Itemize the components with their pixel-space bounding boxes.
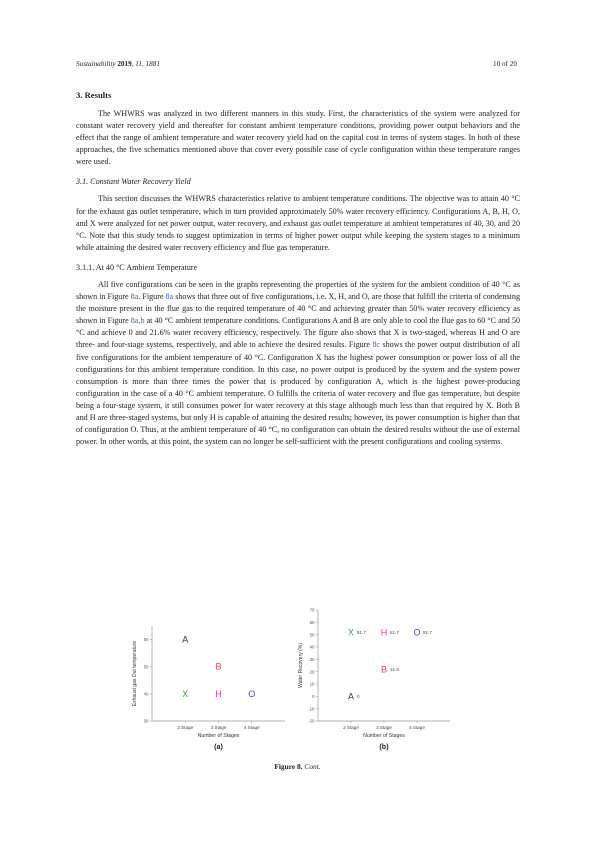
figure-8-panels bbox=[130, 604, 470, 754]
data-point-b: B bbox=[215, 661, 222, 672]
subsection-title: 3.1. Constant Water Recovery Yield bbox=[76, 177, 191, 187]
page-number: 10 of 20 bbox=[493, 60, 517, 68]
y-tick-label: 70 bbox=[309, 607, 315, 613]
y-tick-label: 40 bbox=[309, 644, 315, 650]
subsubsection-title: 3.1.1. At 40 °C Ambient Temperature bbox=[76, 262, 198, 272]
paragraph: This section discusses the WHWRS characteristics relative to ambient temperature conditions. The objective was to attain 40 °C for the exhaust gas outlet temperature, which in turn provided approximately 50% water recovery efficiency. Configurations A, B, H, O, and X were analyzed for net power output, water recovery, and exhaust gas outlet temperature at ambient temperatures of 40, 30, and 20 °C. Note that this study tends to suggest optimization in terms of higher power output while keeping the system stages to a minimum while attaining the desired water recovery efficiency and flue gas temperature. bbox=[76, 194, 520, 252]
x-axis-label: Number of Stages bbox=[197, 733, 240, 739]
paragraph: The WHWRS was analyzed in two different manners in this study. First, the characteristics of the system were analyzed for constant water recovery yield and thereafter for constant ambient temperature conditions, providing power output behaviors and the effect that the range of ambient temperature and water recovery yield had on the capital cost in terms of system stages. In both of these approaches, the five schematics mentioned above that cover every possible case of cycle configuration within these temperature ranges were used. bbox=[76, 109, 520, 167]
panel-label: (b) bbox=[379, 742, 389, 751]
data-point-h: H bbox=[380, 627, 388, 638]
y-tick-label: -20 bbox=[308, 718, 315, 724]
section-title: 3. Results bbox=[76, 90, 112, 100]
y-tick-label: 30 bbox=[309, 656, 315, 662]
y-axis-label: Water Recovery (%) bbox=[298, 643, 304, 688]
y-tick-label: -10 bbox=[308, 706, 315, 712]
figure-link[interactable]: 8c bbox=[372, 340, 381, 350]
figure-link[interactable]: 8a,b bbox=[130, 316, 145, 326]
chart-panel-b bbox=[298, 608, 450, 751]
article-body bbox=[76, 90, 520, 448]
data-label: 51.7 bbox=[390, 630, 399, 636]
data-point-o: O bbox=[248, 688, 256, 699]
figure-link[interactable]: 8a bbox=[130, 292, 139, 302]
data-point-a: A bbox=[347, 691, 355, 702]
x-tick-label: 4 Stage bbox=[409, 725, 425, 730]
data-label: 51.7 bbox=[357, 630, 366, 636]
data-label: 51.7 bbox=[423, 630, 432, 636]
data-point-x: X bbox=[347, 627, 355, 638]
panel-label: (a) bbox=[214, 742, 223, 751]
data-point-b: B bbox=[380, 664, 388, 675]
chart-panel-a bbox=[132, 626, 285, 751]
figure-link[interactable]: 8a bbox=[165, 292, 174, 302]
data-point-a: A bbox=[182, 634, 189, 645]
x-tick-label: 3 Stage bbox=[210, 725, 227, 730]
y-tick-label: 0 bbox=[312, 693, 315, 699]
data-label: 0 bbox=[357, 693, 360, 699]
figure-caption: Figure 8. Cont. bbox=[274, 762, 321, 771]
data-point-x: X bbox=[182, 688, 189, 699]
data-point-o: O bbox=[413, 627, 421, 638]
x-tick-label: 2 Stage bbox=[343, 725, 359, 730]
data-label: 21.6 bbox=[390, 667, 399, 673]
y-tick-label: 10 bbox=[309, 681, 315, 687]
y-tick-label: 30 bbox=[143, 718, 149, 724]
x-tick-label: 4 Stage bbox=[243, 725, 260, 730]
x-axis-label: Number of Stages bbox=[363, 733, 405, 739]
x-tick-label: 3 Stage bbox=[376, 725, 392, 730]
y-axis-label: Exhaust gas Out temperature bbox=[132, 640, 138, 707]
data-point-h: H bbox=[215, 688, 222, 699]
paragraph: All five configurations can be seen in the graphs representing the properties of the system for the ambient condition of 40 °C as shown in Figure 8a. Figure 8a shows that three out of five configurations, i.e. X, H, and O, are those that fulfill the criteria of condensing the moisture present in the flue gas to the required temperature of 40 °C and achieving greater than 50% water recovery efficiency as shown in Figure 8a,b at 40 °C ambient temperature conditions. Configurations A and B are only able to cool the flue gas to 60 °C and 50 °C and achieve 0 and 21.6% water recovery efficiency, respectively. The figure also shows that X is two-staged, whereas H and O are three- and four-stage systems, respectively, and able to achieve the desired results. Figure 8c shows the power output distribution of all five configurations for the ambient temperature of 40 °C. Configuration X has the highest power consumption or power loss of all the configurations for this ambient temperature condition. In this case, no power output is produced by the system and the system power consumption is more than three times the power that is produced by configuration A, which is the highest power-producing configuration in the case of a 40 °C ambient temperature. O fulfills the criteria of water recovery and flue gas temperature, but despite being a four-stage system, it still consumes power for water recovery at this stage although much less than that required by X. Both B and H are three-staged systems, but only H is capable of attaining the desired results; however, its power consumption is higher than that of configuration O. Thus, at the ambient temperature of 40 °C, no configuration can obtain the desired results without the use of external power. In other words, at this point, the system can no longer be self-sufficient with the present configurations and cooling systems. bbox=[76, 279, 520, 447]
y-tick-label: 60 bbox=[309, 619, 315, 625]
figure-8 bbox=[130, 604, 470, 754]
x-tick-label: 2 Stage bbox=[177, 725, 194, 730]
y-tick-label: 40 bbox=[143, 691, 149, 697]
y-tick-label: 20 bbox=[309, 669, 315, 675]
y-tick-label: 50 bbox=[143, 664, 149, 670]
y-tick-label: 50 bbox=[309, 632, 315, 638]
running-header-journal: Sustainability 2019, 11, 1881 bbox=[76, 60, 160, 68]
y-tick-label: 60 bbox=[143, 637, 149, 643]
